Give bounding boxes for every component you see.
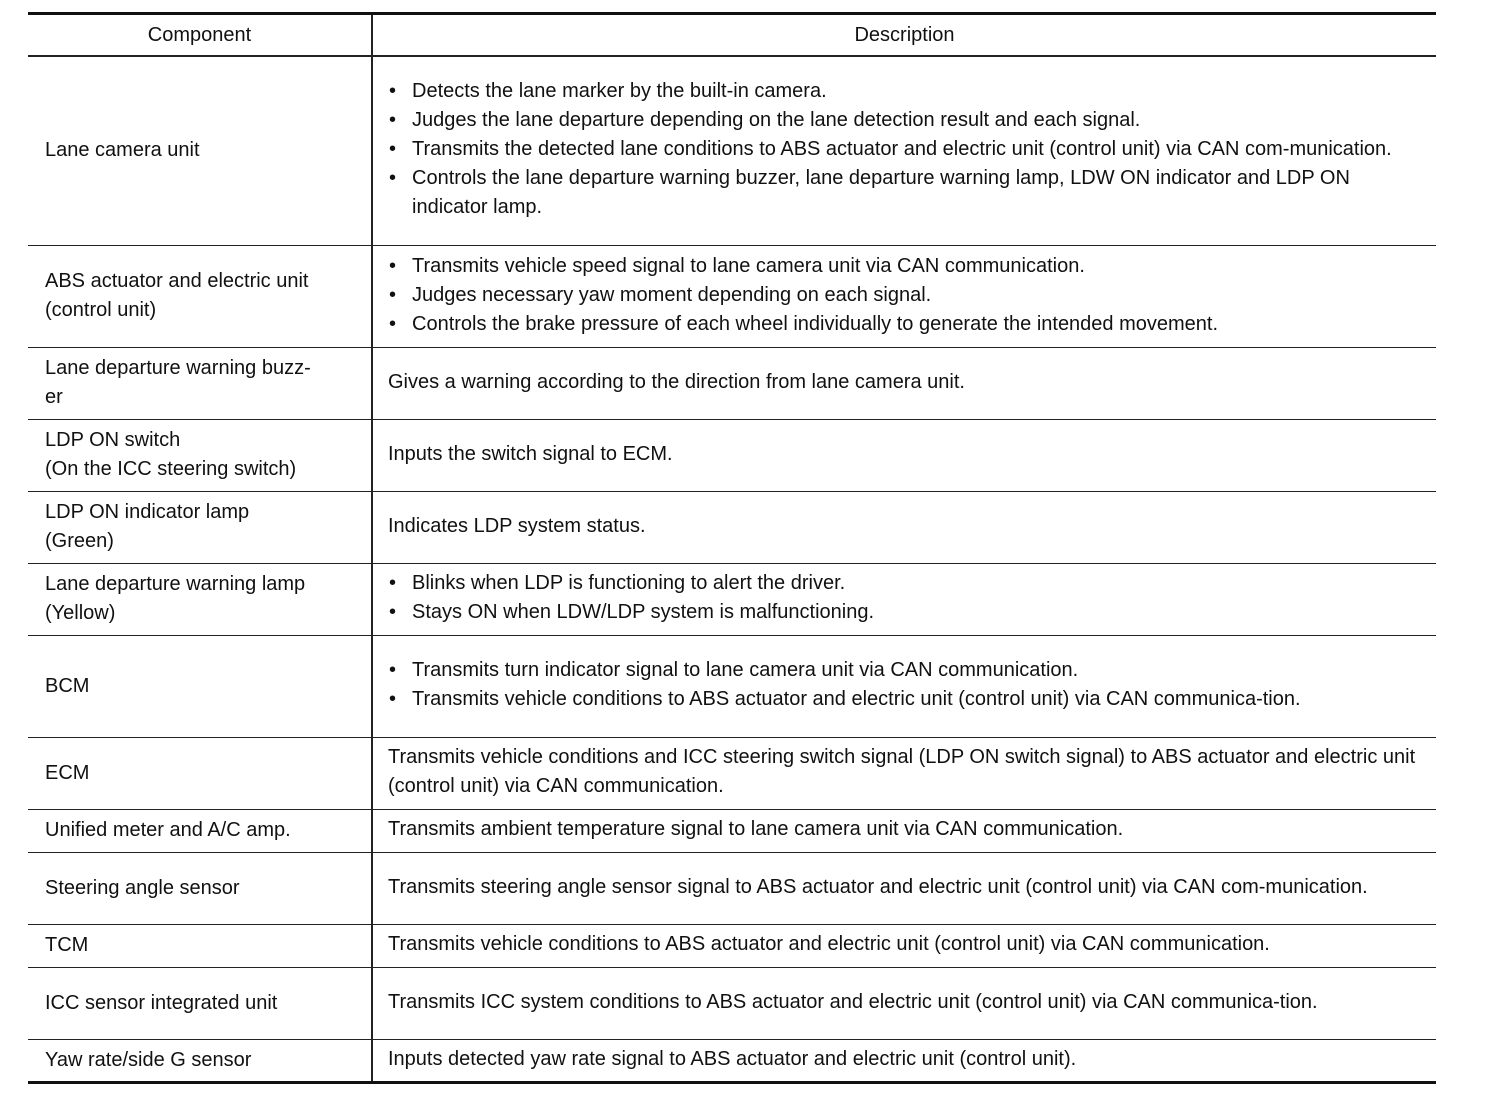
component-text: LDP ON indicator lamp: [45, 501, 250, 523]
description-cell: [372, 347, 1436, 419]
component-text: TCM: [45, 934, 89, 956]
bullet-list: [388, 77, 1424, 222]
component-text: ABS actuator and electric unit: [45, 270, 309, 292]
component-text: (On the ICC steering switch): [45, 458, 297, 480]
description-cell: [372, 419, 1436, 491]
component-text: Yaw rate/side G sensor: [45, 1048, 252, 1071]
component-text: BCM: [45, 674, 90, 697]
description-cell: [372, 245, 1436, 347]
description-text: Transmits ICC system conditions to ABS actuator and electric unit (control unit) via CAN communica-tion.: [388, 990, 1318, 1013]
description-text: Transmits vehicle conditions to ABS actuator and electric unit (control unit) via CAN communication.: [388, 933, 1270, 955]
description-text: Transmits vehicle conditions and ICC steering switch signal (LDP ON switch signal) to ABS actuator and electric unit (control unit) via CAN communication.: [388, 746, 1416, 797]
component-cell: [28, 967, 372, 1039]
component-text: er: [45, 386, 63, 408]
description-cell: [372, 924, 1436, 967]
component-text: Unified meter and A/C amp.: [45, 819, 291, 841]
description-cell: [372, 491, 1436, 563]
description-cell: [372, 737, 1436, 809]
bullet-list: [388, 656, 1424, 714]
header-description: Description: [372, 14, 1436, 57]
bullet-item: • Judges necessary yaw moment depending on each signal.: [388, 281, 1424, 310]
description-text: Gives a warning according to the direction from lane camera unit.: [388, 370, 965, 393]
bullet-item: • Stays ON when LDW/LDP system is malfunctioning.: [388, 598, 1424, 627]
component-cell: [28, 809, 372, 852]
table-row: [28, 924, 1436, 967]
bullet-item: • Blinks when LDP is functioning to alert the driver.: [388, 569, 1424, 598]
bullet-item: • Transmits turn indicator signal to lane camera unit via CAN communication.: [388, 656, 1424, 685]
bullet-item: • Judges the lane departure depending on the lane detection result and each signal.: [388, 106, 1424, 135]
component-text: (Green): [45, 530, 114, 552]
description-text: Transmits steering angle sensor signal to ABS actuator and electric unit (control unit) via CAN com-munication.: [388, 875, 1368, 898]
table-row: [28, 737, 1436, 809]
header-component: Component: [28, 14, 372, 57]
bullet-item: • Transmits vehicle speed signal to lane camera unit via CAN communication.: [388, 252, 1424, 281]
table-row: [28, 491, 1436, 563]
description-text: Indicates LDP system status.: [388, 514, 646, 537]
bullet-list: [388, 569, 1424, 627]
bullet-item: • Transmits vehicle conditions to ABS actuator and electric unit (control unit) via CAN communica-tion.: [388, 685, 1424, 714]
table-row: [28, 347, 1436, 419]
table-row: [28, 419, 1436, 491]
bullet-item: • Transmits the detected lane conditions to ABS actuator and electric unit (control unit) via CAN com-munication.: [388, 135, 1424, 164]
component-text: (control unit): [45, 299, 157, 321]
description-cell: [372, 967, 1436, 1039]
component-text: (Yellow): [45, 602, 116, 624]
description-cell: [372, 1039, 1436, 1082]
component-text: Lane departure warning buzz-: [45, 357, 311, 379]
component-cell: [28, 924, 372, 967]
description-cell: [372, 809, 1436, 852]
description-cell: [372, 635, 1436, 737]
table-header: [28, 14, 1436, 57]
component-text: Lane camera unit: [45, 139, 200, 162]
bullet-item: • Detects the lane marker by the built-in camera.: [388, 77, 1424, 106]
component-text: LDP ON switch: [45, 429, 181, 451]
table-row: [28, 852, 1436, 924]
component-cell: [28, 419, 372, 491]
component-cell: [28, 635, 372, 737]
component-description-table: [28, 12, 1436, 1084]
component-cell: [28, 852, 372, 924]
table-row: [28, 967, 1436, 1039]
component-text: Lane departure warning lamp: [45, 573, 306, 595]
component-text: ECM: [45, 761, 90, 784]
table-row: [28, 245, 1436, 347]
bullet-item: • Controls the lane departure warning buzzer, lane departure warning lamp, LDW ON indicator and LDP ON indicator lamp.: [388, 164, 1424, 222]
description-cell: [372, 563, 1436, 635]
component-cell: [28, 347, 372, 419]
description-text: Inputs detected yaw rate signal to ABS actuator and electric unit (control unit).: [388, 1047, 1077, 1070]
table-row: [28, 1039, 1436, 1082]
table-row: [28, 635, 1436, 737]
component-cell: [28, 491, 372, 563]
description-cell: [372, 56, 1436, 245]
component-cell: [28, 563, 372, 635]
component-cell: [28, 1039, 372, 1082]
component-cell: [28, 245, 372, 347]
bullet-list: [388, 252, 1424, 339]
component-text: Steering angle sensor: [45, 876, 240, 899]
component-cell: [28, 737, 372, 809]
description-cell: [372, 852, 1436, 924]
table-row: [28, 809, 1436, 852]
component-text: ICC sensor integrated unit: [45, 991, 278, 1014]
description-text: Transmits ambient temperature signal to lane camera unit via CAN communication.: [388, 818, 1124, 840]
description-text: Inputs the switch signal to ECM.: [388, 442, 673, 465]
bullet-item: • Controls the brake pressure of each wheel individually to generate the intended movement.: [388, 310, 1424, 339]
table-row: [28, 563, 1436, 635]
component-cell: [28, 56, 372, 245]
table-body: [28, 56, 1436, 1082]
header-row: [28, 14, 1436, 57]
table-row: [28, 56, 1436, 245]
